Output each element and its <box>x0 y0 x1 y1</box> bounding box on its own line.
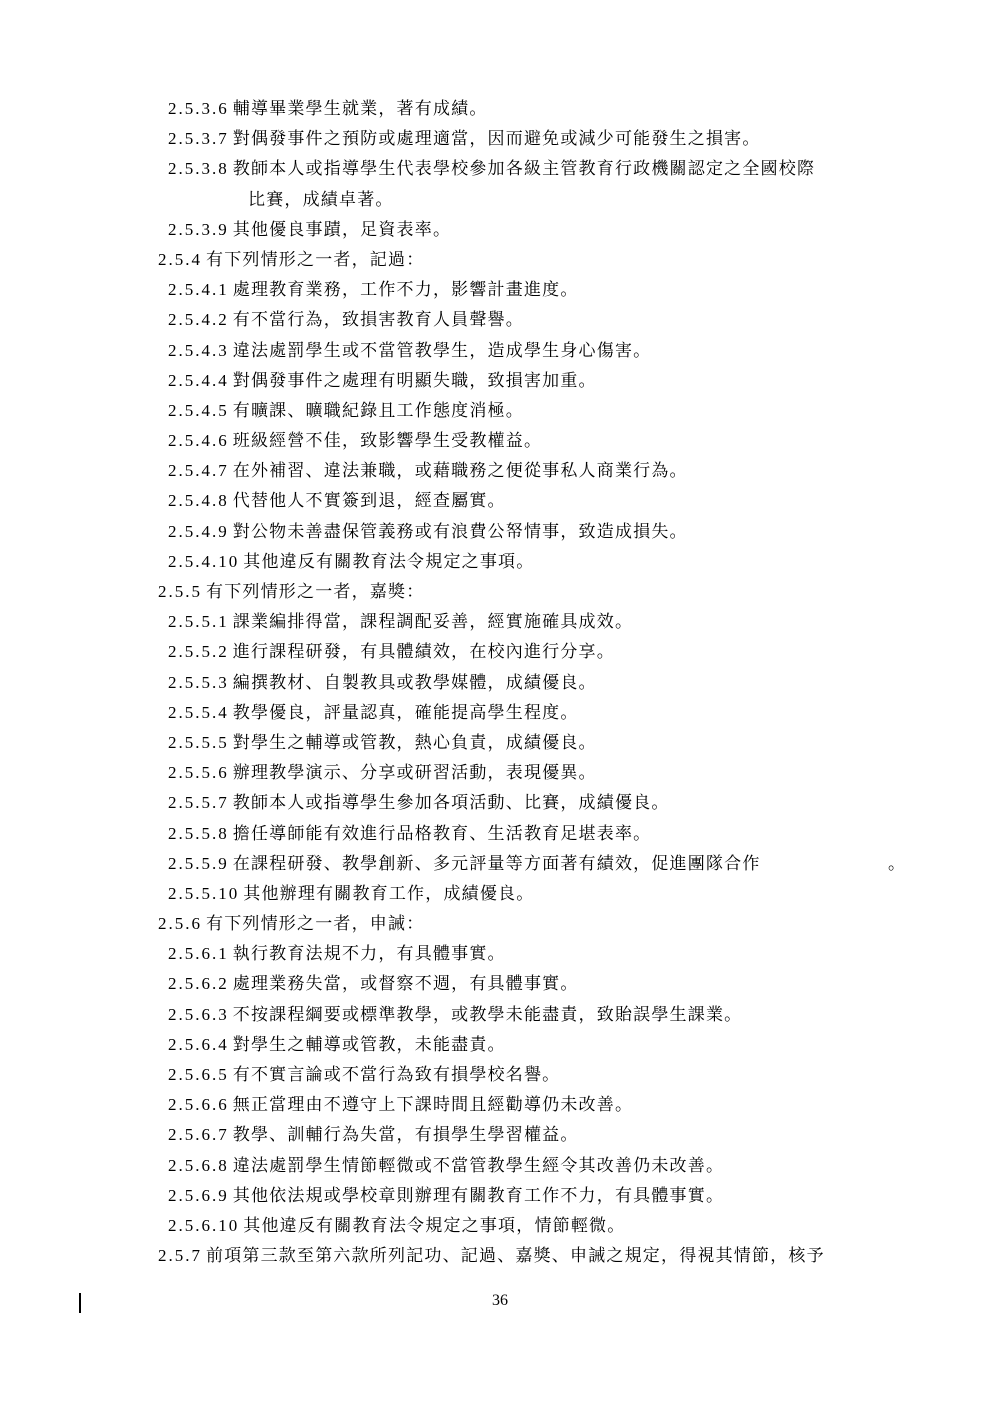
section-text: 有下列情形之一者，記過： <box>206 249 425 270</box>
item-text: 違法處罰學生情節輕微或不當管教學生經令其改善仍未改善。 <box>232 1155 725 1176</box>
section-number: 2.5.6 <box>158 914 202 934</box>
item-2-5-3-7 <box>0 124 1000 154</box>
item-number: 2.5.5.8 <box>168 823 229 843</box>
item-2-5-6-9 <box>0 1181 1000 1211</box>
item-text: 有不實言論或不當行為致有損學校名譽。 <box>232 1065 561 1085</box>
item-number: 2.5.4.5 <box>168 400 229 420</box>
item-text: 對偶發事件之預防或處理適當，因而避免或減少可能發生之損害。 <box>232 129 761 150</box>
item-text: 有不當行為，致損害教育人員聲譽。 <box>232 310 524 331</box>
item-text: 代替他人不實簽到退，經查屬實。 <box>232 491 506 512</box>
item-number: 2.5.3.6 <box>168 99 229 118</box>
item-text: 其他辦理有關教育工作，成績優良。 <box>243 883 535 904</box>
item-2-5-6-4 <box>0 1030 1000 1060</box>
item-2-5-6-10 <box>0 1211 1000 1241</box>
item-text: 無正當理由不遵守上下課時間且經勸導仍未改善。 <box>232 1095 634 1116</box>
item-text: 不按課程綱要或標準教學，或教學未能盡責，致貽誤學生課業。 <box>232 1004 743 1025</box>
section-2-5-4 <box>0 245 1000 275</box>
item-2-5-5-1 <box>0 607 1000 637</box>
item-number: 2.5.5.1 <box>168 612 229 632</box>
section-number: 2.5.5 <box>158 582 202 601</box>
item-2-5-4-7 <box>0 456 1000 486</box>
item-text: 課業編排得當，課程調配妥善，經實施確具成效。 <box>232 612 634 633</box>
item-text: 其他違反有關教育法令規定之事項。 <box>243 551 535 572</box>
item-text: 執行教育法規不力，有具體事實。 <box>232 944 506 965</box>
item-2-5-4-5 <box>0 396 1000 426</box>
item-number: 2.5.6.3 <box>168 1004 229 1024</box>
item-2-5-3-8-continuation <box>0 185 1000 215</box>
item-text: 班級經營不佳，致影響學生受教權益。 <box>232 431 543 452</box>
item-number: 2.5.5.7 <box>168 793 229 813</box>
item-2-5-3-9 <box>0 215 1000 245</box>
item-text: 進行課程研發，有具體績效，在校內進行分享。 <box>232 642 615 663</box>
section-text: 前項第三款至第六款所列記功、記過、嘉獎、申誡之規定，得視其情節，核予 <box>206 1246 825 1267</box>
item-2-5-4-1 <box>0 275 1000 305</box>
item-2-5-3-6 <box>0 94 1000 124</box>
item-number: 2.5.6.2 <box>168 974 229 994</box>
item-number: 2.5.3.7 <box>168 129 229 149</box>
item-number: 2.5.6.4 <box>168 1034 229 1054</box>
item-number: 2.5.6.6 <box>168 1095 229 1115</box>
item-2-5-3-8 <box>0 154 1000 184</box>
item-2-5-6-5 <box>0 1060 1000 1090</box>
item-text: 編撰教材、自製教具或教學媒體，成績優良。 <box>232 672 597 693</box>
item-text: 對偶發事件之處理有明顯失職，致損害加重。 <box>232 370 597 391</box>
item-text: 辦理教學演示、分享或研習活動，表現優異。 <box>232 763 597 784</box>
item-text: 教師本人或指導學生參加各項活動、比賽，成績優良。 <box>232 793 670 814</box>
item-2-5-5-4 <box>0 698 1000 728</box>
section-2-5-6 <box>0 909 1000 939</box>
section-text: 有下列情形之一者，嘉獎： <box>206 582 425 602</box>
item-text: 在外補習、違法兼職，或藉職務之便從事私人商業行為。 <box>232 461 688 482</box>
item-number: 2.5.4.1 <box>168 280 229 300</box>
item-number: 2.5.5.6 <box>168 763 229 783</box>
item-text: 其他優良事蹟，足資表率。 <box>232 219 452 240</box>
item-2-5-5-7 <box>0 788 1000 818</box>
item-number: 2.5.6.9 <box>168 1185 229 1205</box>
item-number: 2.5.6.10 <box>168 1215 240 1235</box>
item-number: 2.5.3.9 <box>168 219 229 239</box>
item-number: 2.5.4.9 <box>168 521 229 541</box>
item-number: 2.5.6.5 <box>168 1065 229 1084</box>
item-2-5-6-6 <box>0 1090 1000 1120</box>
item-text: 處理業務失當，或督察不週，有具體事實。 <box>232 974 579 995</box>
item-2-5-5-3 <box>0 668 1000 698</box>
item-2-5-4-9 <box>0 517 1000 547</box>
item-2-5-4-2 <box>0 305 1000 335</box>
item-2-5-5-2 <box>0 637 1000 667</box>
item-2-5-5-6 <box>0 758 1000 788</box>
item-number: 2.5.4.7 <box>168 461 229 481</box>
item-number: 2.5.6.7 <box>168 1125 229 1145</box>
item-text: 對公物未善盡保管義務或有浪費公帑情事，致造成損失。 <box>232 521 688 542</box>
item-number: 2.5.3.8 <box>168 159 229 179</box>
item-text: 違法處罰學生或不當管教學生，造成學生身心傷害。 <box>232 340 652 361</box>
item-text: 處理教育業務，工作不力，影響計畫進度。 <box>232 280 579 301</box>
item-text: 其他違反有關教育法令規定之事項，情節輕微。 <box>243 1215 626 1236</box>
section-2-5-7 <box>0 1241 1000 1271</box>
item-text: 對學生之輔導或管教，未能盡責。 <box>232 1034 506 1055</box>
item-text: 輔導畢業學生就業，著有成績。 <box>232 99 488 119</box>
item-text: 其他依法規或學校章則辦理有關教育工作不力，有具體事實。 <box>232 1185 725 1206</box>
item-2-5-5-8 <box>0 819 1000 849</box>
section-number: 2.5.7 <box>158 1246 202 1266</box>
item-number: 2.5.5.2 <box>168 642 229 662</box>
item-2-5-4-8 <box>0 486 1000 516</box>
item-number: 2.5.4.3 <box>168 340 229 360</box>
item-text: 對學生之輔導或管教，熱心負責，成績優良。 <box>232 732 597 753</box>
item-text: 比賽，成績卓著。 <box>248 189 394 210</box>
item-2-5-6-8 <box>0 1151 1000 1181</box>
item-2-5-6-7 <box>0 1120 1000 1150</box>
page-number: 36 <box>492 1292 508 1309</box>
item-number: 2.5.5.4 <box>168 702 229 722</box>
item-number: 2.5.5.10 <box>168 883 240 903</box>
item-number: 2.5.4.4 <box>168 370 229 390</box>
item-2-5-6-2 <box>0 969 1000 999</box>
regulation-lines <box>0 94 1000 1271</box>
item-2-5-5-5 <box>0 728 1000 758</box>
section-2-5-5 <box>0 577 1000 607</box>
item-trailing-period: 。 <box>888 853 907 874</box>
item-text: 教師本人或指導學生代表學校參加各級主管教育行政機關認定之全國校際 <box>232 159 816 180</box>
item-number: 2.5.4.6 <box>168 431 229 451</box>
item-number: 2.5.4.2 <box>168 310 229 330</box>
item-2-5-4-4 <box>0 366 1000 396</box>
item-text: 擔任導師能有效進行品格教育、生活教育足堪表率。 <box>232 823 652 844</box>
section-text: 有下列情形之一者，申誡： <box>206 914 425 935</box>
item-2-5-6-3 <box>0 1000 1000 1030</box>
item-2-5-4-3 <box>0 336 1000 366</box>
item-number: 2.5.4.8 <box>168 491 229 511</box>
item-2-5-4-10 <box>0 547 1000 577</box>
item-number: 2.5.5.9 <box>168 853 229 873</box>
item-number: 2.5.6.1 <box>168 944 229 964</box>
item-text: 教學、訓輔行為失當，有損學生學習權益。 <box>232 1125 579 1146</box>
item-text: 在課程研發、教學創新、多元評量等方面著有績效，促進團隊合作 <box>232 853 761 874</box>
item-text: 有曠課、曠職紀錄且工作態度消極。 <box>232 400 524 421</box>
item-number: 2.5.4.10 <box>168 551 240 571</box>
item-text: 教學優良，評量認真，確能提高學生程度。 <box>232 702 579 723</box>
item-2-5-5-10 <box>0 879 1000 909</box>
item-2-5-5-9 <box>0 849 1000 879</box>
section-number: 2.5.4 <box>158 249 202 269</box>
item-2-5-6-1 <box>0 939 1000 969</box>
item-number: 2.5.6.8 <box>168 1155 229 1175</box>
item-number: 2.5.5.5 <box>168 732 229 752</box>
item-2-5-4-6 <box>0 426 1000 456</box>
item-number: 2.5.5.3 <box>168 672 229 692</box>
